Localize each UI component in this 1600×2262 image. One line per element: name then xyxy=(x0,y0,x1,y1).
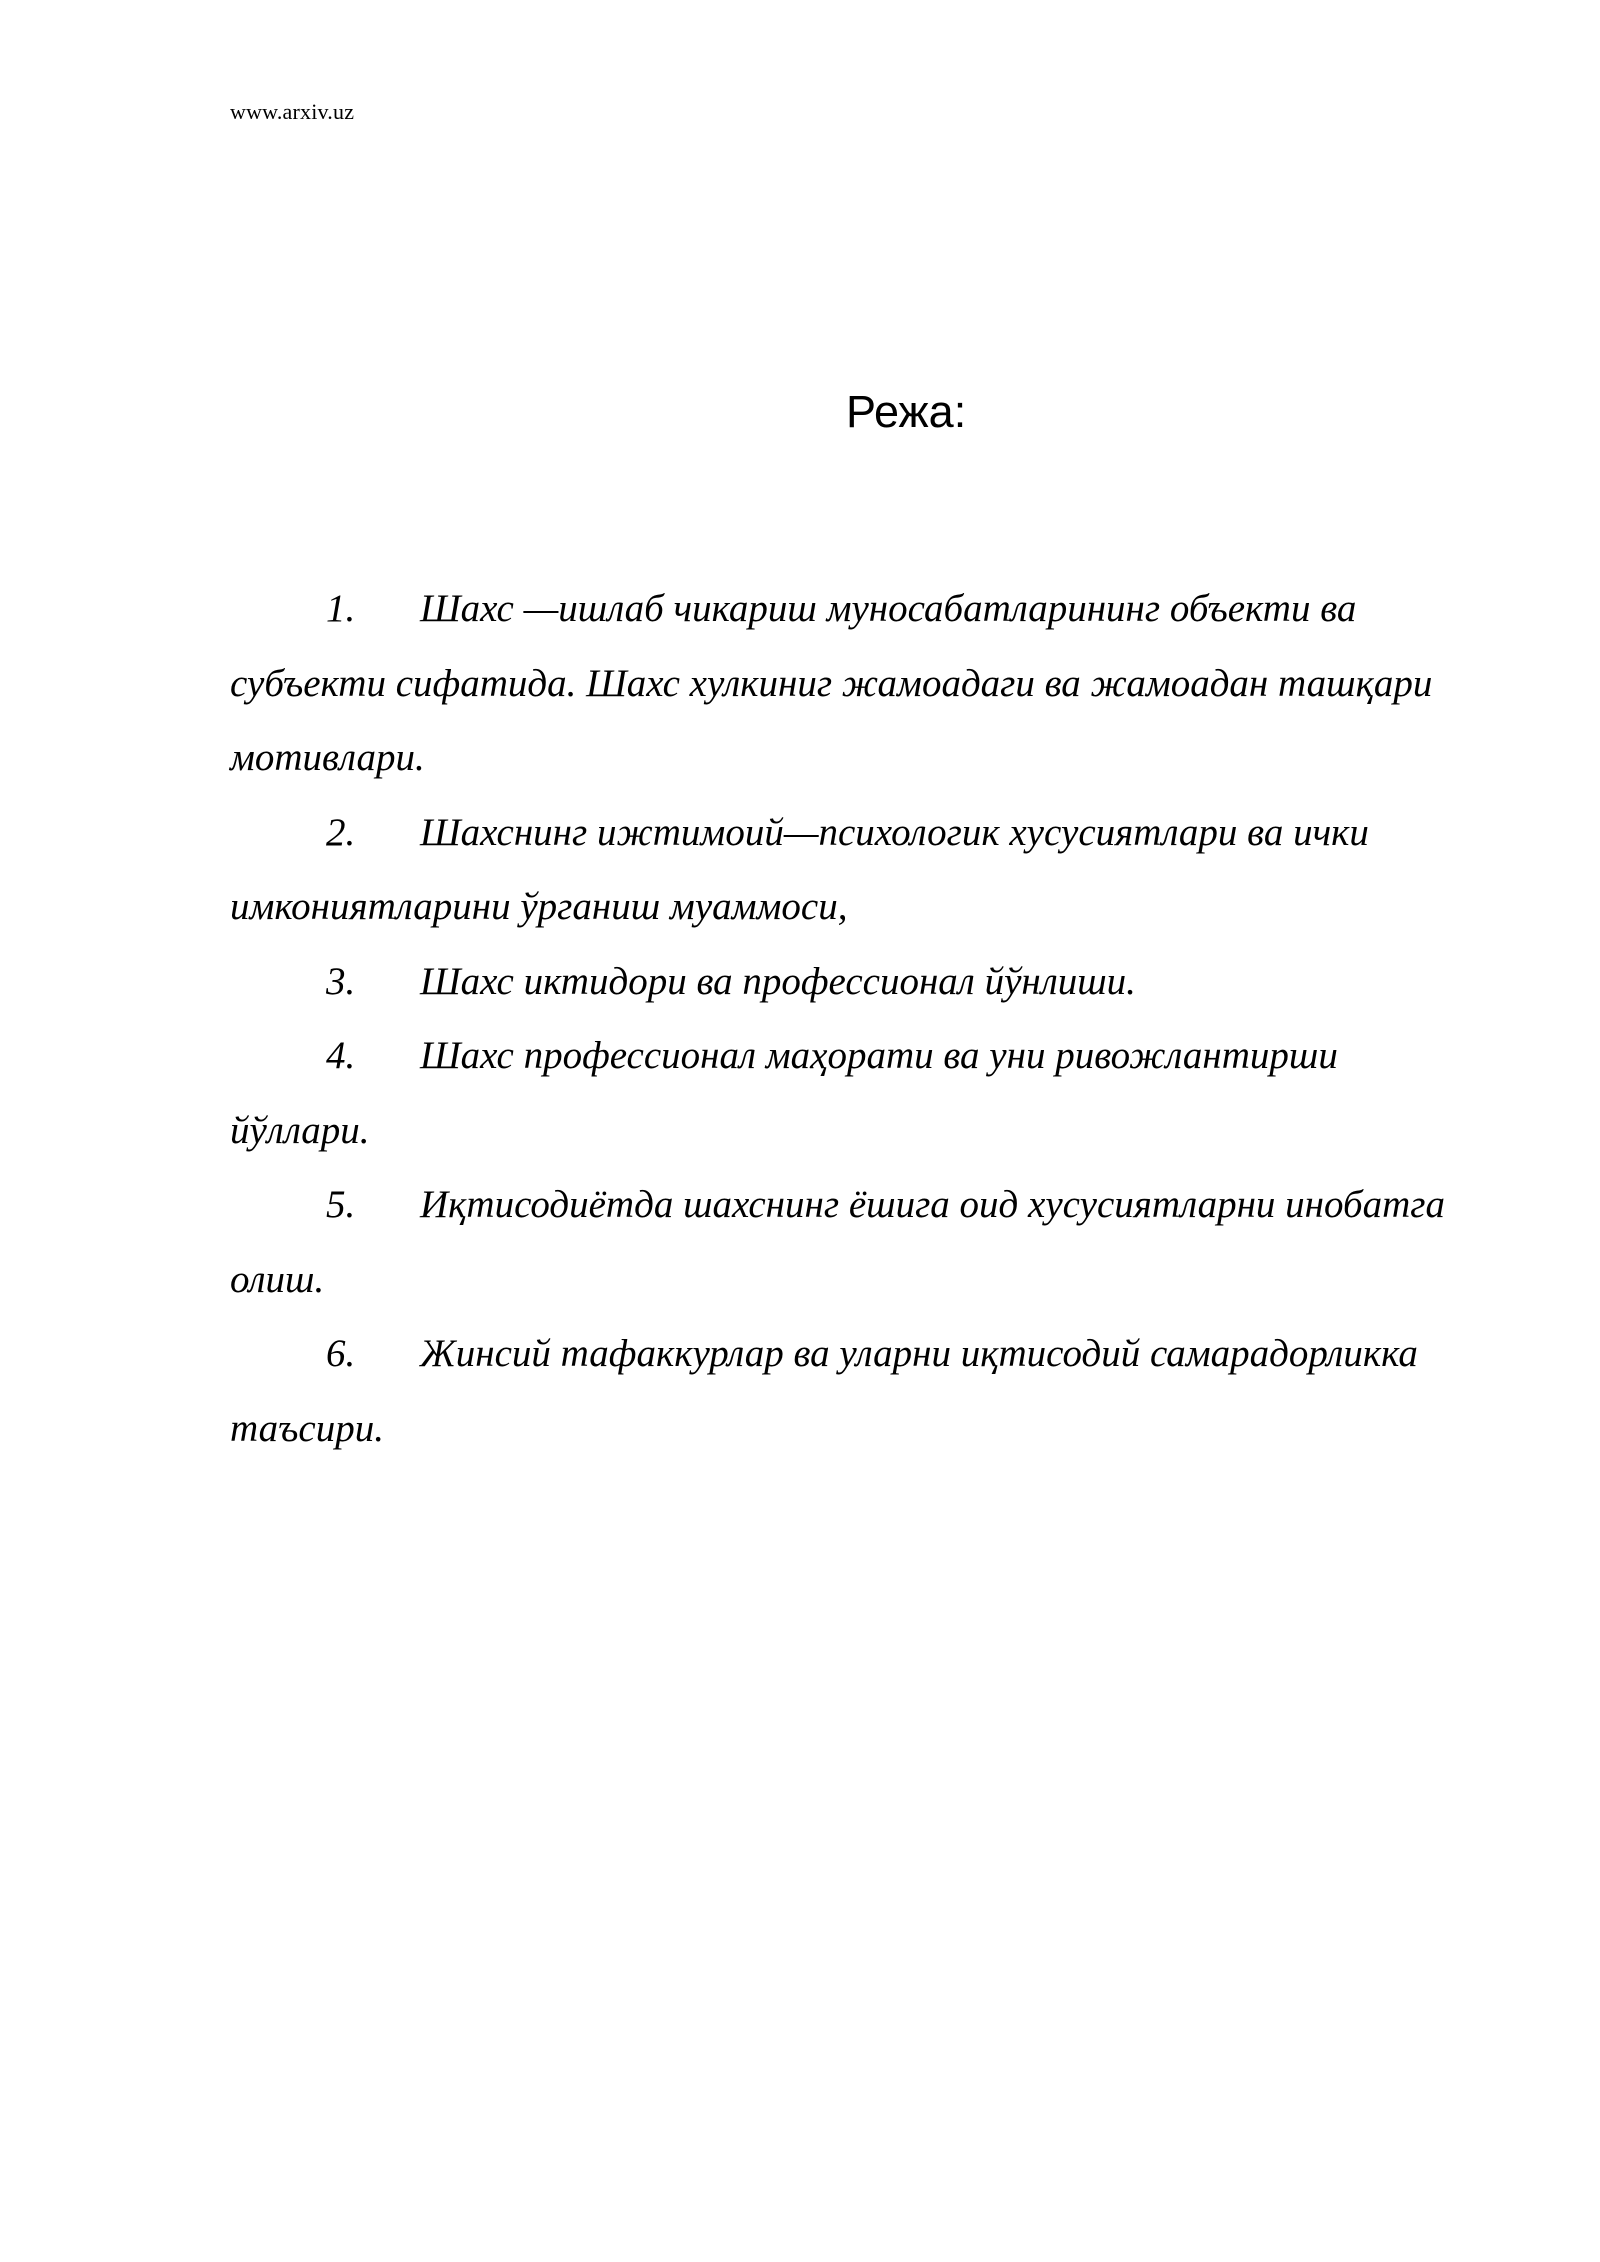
plan-item-text: Шахс —ишлаб чикариш муносабатларининг объекти ва субъекти сифатида. Шахс хулкиниг жамоадаги ва жамоадан ташқари мотивлари. xyxy=(230,587,1433,779)
plan-item-2 xyxy=(230,796,1480,945)
plan-item-text: Шахс профессионал маҳорати ва уни ривожлантирши йўллари. xyxy=(230,1034,1338,1152)
plan-item-5 xyxy=(230,1168,1480,1317)
plan-item-number: 2. xyxy=(326,810,356,854)
plan-item-text: Жинсий тафаккурлар ва уларни иқтисодий самарадорликка таъсири. xyxy=(230,1332,1418,1450)
plan-item-number: 4. xyxy=(326,1034,356,1077)
plan-item-number: 6. xyxy=(326,1332,356,1375)
plan-item-4 xyxy=(230,1019,1480,1168)
plan-item-number: 5. xyxy=(326,1183,356,1226)
plan-title: Режа: xyxy=(846,386,967,437)
plan-item-6 xyxy=(230,1317,1480,1466)
plan-item-text: Шахс иктидори ва профессионал йўнлиши. xyxy=(420,959,1136,1003)
plan-item-text: Шахснинг ижтимоий—психологик хусусиятлари ва ички имкониятларини ўрганиш муаммоси, xyxy=(230,810,1369,928)
plan-item-number: 1. xyxy=(326,587,356,630)
plan-list xyxy=(230,572,1480,1466)
plan-item-text: Иқтисодиётда шахснинг ёшига оид хусусиятларни инобатга олиш. xyxy=(230,1183,1446,1301)
plan-item-number: 3. xyxy=(326,959,356,1003)
plan-item-1 xyxy=(230,572,1480,796)
plan-item-3 xyxy=(230,945,1480,1020)
site-url-header: www.arxiv.uz xyxy=(230,99,355,124)
